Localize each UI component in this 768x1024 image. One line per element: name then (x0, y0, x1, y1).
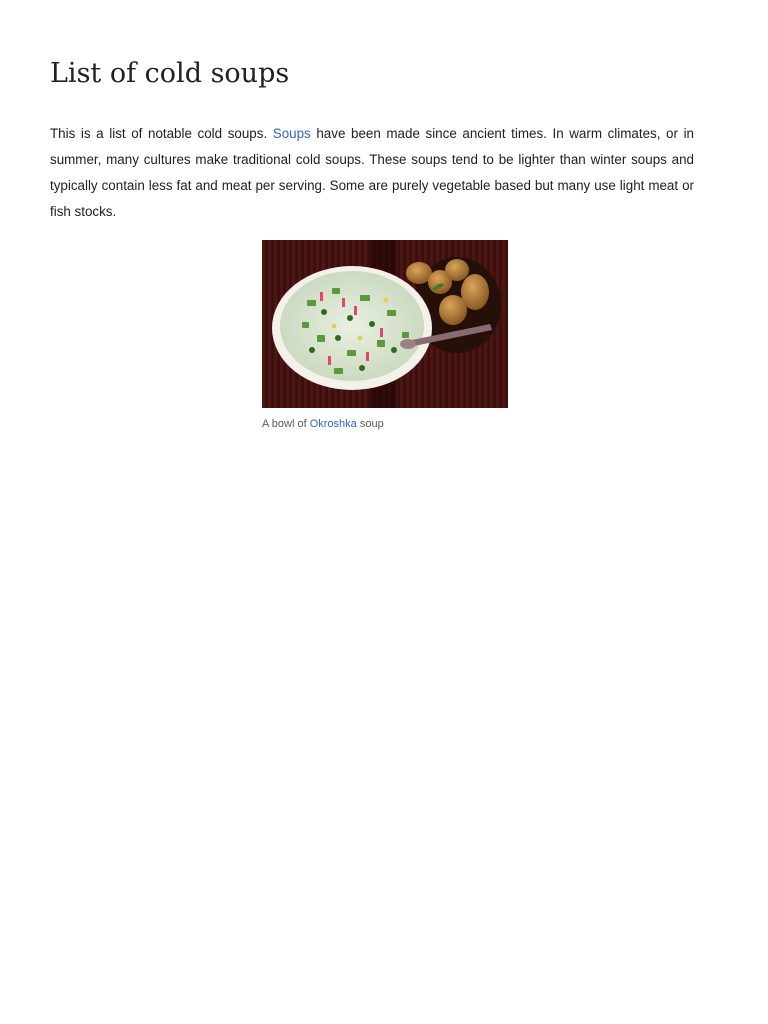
intro-text-start: This is a list of notable cold soups. (50, 126, 273, 141)
okroshka-soup-image[interactable] (262, 240, 508, 408)
okroshka-link[interactable]: Okroshka (309, 418, 357, 430)
figure-caption (262, 417, 508, 431)
intro-text-rest: have been made since ancient times. In warm climates, or in summer, many cultures make traditional cold soups. These soups tend to be lighter than winter soups and typically contain less fat and meat per serving. Some are purely vegetable based but many use light meat or fish stocks. (50, 126, 694, 219)
soups-link[interactable]: Soups (272, 126, 311, 141)
caption-text-start: A bowl of (262, 418, 310, 430)
page-title: List of cold soups (50, 58, 290, 89)
caption-text-end: soup (356, 418, 384, 430)
intro-paragraph (50, 121, 694, 225)
okroshka-figure (262, 240, 508, 431)
